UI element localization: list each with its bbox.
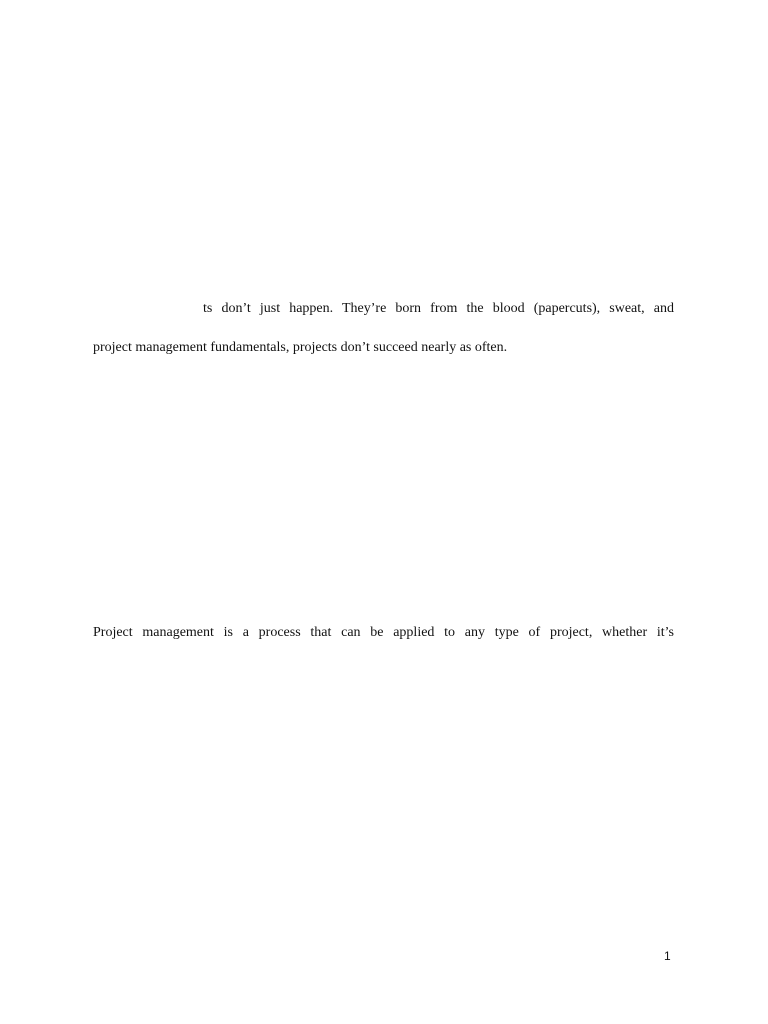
page-number: 1 bbox=[664, 949, 671, 963]
paragraph-1-line-2: project management fundamentals, projects don’t succeed nearly as often. bbox=[93, 340, 508, 355]
paragraph-2-line-1: Project management is a process that can be applied to any type of project, whether it’s bbox=[93, 625, 674, 640]
paragraph-1-line-1: ts don’t just happen. They’re born from the blood (papercuts), sweat, and bbox=[203, 301, 674, 316]
